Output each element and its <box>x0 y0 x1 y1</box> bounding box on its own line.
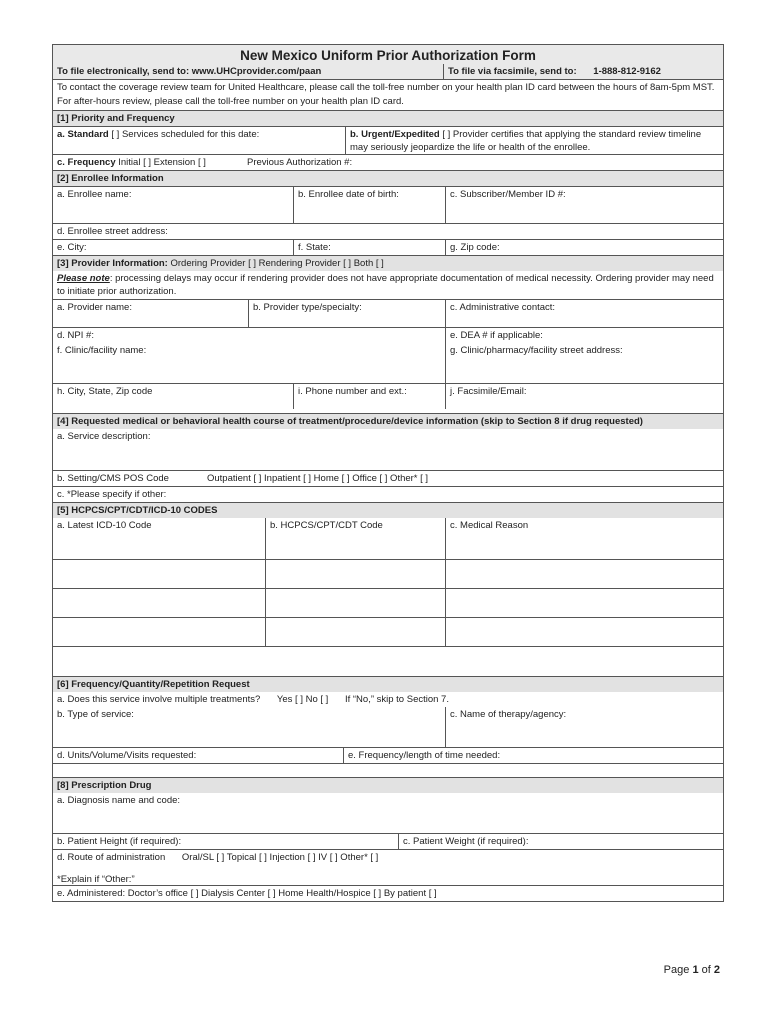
code-row <box>53 533 723 559</box>
urgent-field[interactable]: b. Urgent/Expedited [ ] Provider certifies that applying the standard review timeline may seriously jeopardize the life or health of the enrollee. <box>345 127 723 154</box>
reason-cell[interactable] <box>445 589 723 617</box>
setting-options[interactable]: Outpatient [ ] Inpatient [ ] Home [ ] Office [ ] Other* [ ] <box>207 473 429 484</box>
reason-cell[interactable] <box>445 560 723 588</box>
service-description-field[interactable]: a. Service description: <box>57 431 151 442</box>
provider-phone-field[interactable]: i. Phone number and ext.: <box>293 384 445 409</box>
enrollee-name-field[interactable]: a. Enrollee name: <box>57 189 132 200</box>
electronic-url: www.UHCprovider.com/paan <box>191 66 322 77</box>
section-2-heading: [2] Enrollee Information <box>57 173 164 184</box>
dea-field[interactable]: e. DEA # if applicable: <box>445 328 723 343</box>
code-row <box>53 588 723 617</box>
standard-field[interactable]: a. Standard [ ] Services scheduled for this date: <box>57 129 260 140</box>
hcpcs-cell[interactable] <box>265 533 445 559</box>
code-row <box>53 617 723 646</box>
multiple-treatments-skip: If “No,” skip to Section 7. <box>344 694 449 705</box>
provider-name-field[interactable]: a. Provider name: <box>57 302 132 313</box>
patient-height-field[interactable]: b. Patient Height (if required): <box>57 836 182 847</box>
submission-row <box>53 64 723 79</box>
hcpcs-column-header: b. HCPCS/CPT/CDT Code <box>265 518 445 533</box>
previous-auth-field[interactable]: Previous Authorization #: <box>247 157 353 168</box>
icd10-cell[interactable] <box>53 533 265 559</box>
frequency-field[interactable]: c. Frequency Initial [ ] Extension [ ] <box>57 157 206 168</box>
diagnosis-field[interactable]: a. Diagnosis name and code: <box>57 795 181 806</box>
npi-field[interactable]: d. NPI #: <box>57 330 94 341</box>
section-5-heading: [5] HCPCS/CPT/CDT/ICD-10 CODES <box>57 505 218 516</box>
form-title-row <box>53 45 723 64</box>
route-options[interactable]: Oral/SL [ ] Topical [ ] Injection [ ] IV [ ] Other* [ ] <box>181 852 379 863</box>
clinic-street-field[interactable]: g. Clinic/pharmacy/facility street address: <box>445 343 723 383</box>
provider-role-options[interactable]: Ordering Provider [ ] Rendering Provider [ ] Both [ ] <box>170 258 384 269</box>
section-4-heading: [4] Requested medical or behavioral health course of treatment/procedure/device information (skip to Section 8 if drug requested) <box>57 416 643 427</box>
provider-note: Please note: processing delays may occur if rendering provider does not have appropriate documentation of medical necessity. Ordering provider may need to initiate prior authorization. <box>57 273 714 297</box>
explain-other-field[interactable]: *Explain if “Other:” <box>57 874 135 885</box>
form-title: New Mexico Uniform Prior Authorization Form <box>240 48 536 63</box>
patient-weight-field[interactable]: c. Patient Weight (if required): <box>398 834 723 849</box>
intro-text: To contact the coverage review team for United Healthcare, please call the toll-free number on your health plan ID card between the hours of 8am-5pm MST. For after-hours review, please call the toll-free number on your health plan ID card. <box>57 82 715 107</box>
code-row <box>53 559 723 588</box>
provider-type-field[interactable]: b. Provider type/specialty: <box>248 300 445 327</box>
units-requested-field[interactable]: d. Units/Volume/Visits requested: <box>57 750 197 761</box>
icd10-cell[interactable] <box>53 618 265 646</box>
fax-label: To file via facsimile, send to: <box>448 66 577 77</box>
section-1-heading: [1] Priority and Frequency <box>57 113 175 124</box>
admin-contact-field[interactable]: c. Administrative contact: <box>445 300 723 327</box>
enrollee-dob-field[interactable]: b. Enrollee date of birth: <box>293 187 445 223</box>
specify-other-field[interactable]: c. *Please specify if other: <box>57 489 167 500</box>
icd10-cell[interactable] <box>53 589 265 617</box>
page-number: Page 1 of 2 <box>663 964 720 976</box>
route-label: d. Route of administration <box>57 852 166 863</box>
administered-label: e. Administered: <box>57 888 126 899</box>
reason-cell[interactable] <box>445 618 723 646</box>
multiple-treatments-options[interactable]: Yes [ ] No [ ] <box>276 694 329 705</box>
icd10-column-header: a. Latest ICD-10 Code <box>57 520 152 531</box>
enrollee-state-field[interactable]: f. State: <box>293 240 445 255</box>
frequency-length-field[interactable]: e. Frequency/length of time needed: <box>343 748 723 763</box>
provider-fax-email-field[interactable]: j. Facsimile/Email: <box>445 384 723 409</box>
hcpcs-cell[interactable] <box>265 618 445 646</box>
enrollee-zip-field[interactable]: g. Zip code: <box>445 240 723 255</box>
administered-options[interactable]: Doctor’s office [ ] Dialysis Center [ ] Home Health/Hospice [ ] By patient [ ] <box>127 888 437 899</box>
electronic-label: To file electronically, send to: <box>57 66 190 77</box>
section-6-heading: [6] Frequency/Quantity/Repetition Request <box>57 679 250 690</box>
medical-reason-column-header: c. Medical Reason <box>445 518 723 533</box>
section-8-heading: [8] Prescription Drug <box>57 780 152 791</box>
setting-label: b. Setting/CMS POS Code <box>57 473 169 484</box>
multiple-treatments-label: a. Does this service involve multiple treatments? <box>57 694 261 705</box>
provider-citystatezip-field[interactable]: h. City, State, Zip code <box>57 386 153 397</box>
intro-row <box>53 79 723 110</box>
fax-number: 1-888-812-9162 <box>593 66 661 77</box>
hcpcs-cell[interactable] <box>265 560 445 588</box>
prior-authorization-form <box>52 44 724 902</box>
icd10-cell[interactable] <box>53 560 265 588</box>
member-id-field[interactable]: c. Subscriber/Member ID #: <box>445 187 723 223</box>
reason-cell[interactable] <box>445 533 723 559</box>
enrollee-street-field[interactable]: d. Enrollee street address: <box>57 226 168 237</box>
therapy-agency-field[interactable]: c. Name of therapy/agency: <box>445 707 723 747</box>
service-type-field[interactable]: b. Type of service: <box>57 709 134 720</box>
clinic-name-field[interactable]: f. Clinic/facility name: <box>57 345 147 356</box>
hcpcs-cell[interactable] <box>265 589 445 617</box>
section-3-heading: [3] Provider Information: <box>57 258 168 269</box>
enrollee-city-field[interactable]: e. City: <box>57 242 87 253</box>
